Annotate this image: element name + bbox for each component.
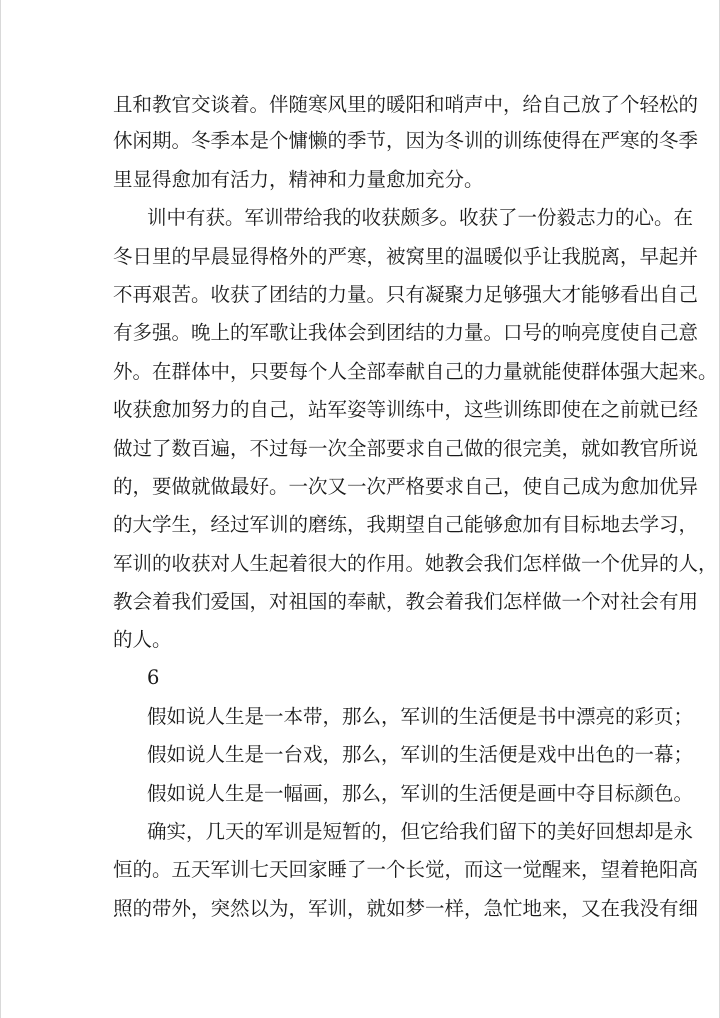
text-line: 的人。 bbox=[113, 628, 172, 651]
text-line: 收获愈加努力的自己，站军姿等训练中，这些训练即使在之前就已经 bbox=[113, 398, 699, 421]
text-line: 军训的收获对人生起着很大的作用。她教会我们怎样做一个优异的人， bbox=[113, 552, 718, 575]
text-line: 假如说人生是一本带，那么，军训的生活便是书中漂亮的彩页； bbox=[147, 705, 694, 728]
text-line: 冬日里的早晨显得格外的严寒，被窝里的温暖似乎让我脱离，早起并 bbox=[113, 245, 699, 268]
text-line: 的，要做就做最好。一次又一次严格要求自己，使自己成为愈加优异 bbox=[113, 475, 699, 498]
section-number: 6 bbox=[147, 666, 160, 689]
text-line: 且和教官交谈着。伴随寒风里的暖阳和哨声中，给自己放了个轻松的 bbox=[113, 93, 699, 116]
text-line: 不再艰苦。收获了团结的力量。只有凝聚力足够强大才能够看出自己 bbox=[113, 283, 699, 306]
text-line: 恒的。五天军训七天回家睡了一个长觉，而这一觉醒来，望着艳阳高 bbox=[113, 858, 699, 881]
text-line: 做过了数百遍，不过每一次全部要求自己做的很完美，就如教官所说 bbox=[113, 437, 699, 460]
text-line: 假如说人生是一台戏，那么，军训的生活便是戏中出色的一幕； bbox=[147, 743, 694, 766]
text-line: 教会着我们爱国，对祖国的奉献，教会着我们怎样做一个对社会有用 bbox=[113, 590, 699, 613]
text-line: 训中有获。军训带给我的收获颇多。收获了一份毅志力的心。在 bbox=[147, 206, 694, 229]
text-line: 里显得愈加有活力，精神和力量愈加充分。 bbox=[113, 168, 484, 191]
text-line: 休闲期。冬季本是个慵懒的季节，因为冬训的训练使得在严寒的冬季 bbox=[113, 129, 699, 152]
text-line: 照的带外，突然以为，军训，就如梦一样，急忙地来，又在我没有细 bbox=[113, 897, 699, 920]
text-line: 假如说人生是一幅画，那么，军训的生活便是画中夺目标颜色。 bbox=[147, 782, 694, 805]
text-line: 确实，几天的军训是短暂的，但它给我们留下的美好回想却是永 bbox=[147, 820, 694, 843]
text-line: 的大学生，经过军训的磨练，我期望自己能够愈加有目标地去学习， bbox=[113, 513, 699, 536]
text-line: 外。在群体中，只要每个人全部奉献自己的力量就能使群体强大起来。 bbox=[113, 360, 718, 383]
text-line: 有多强。晚上的军歌让我体会到团结的力量。口号的响亮度使自己意 bbox=[113, 321, 699, 344]
